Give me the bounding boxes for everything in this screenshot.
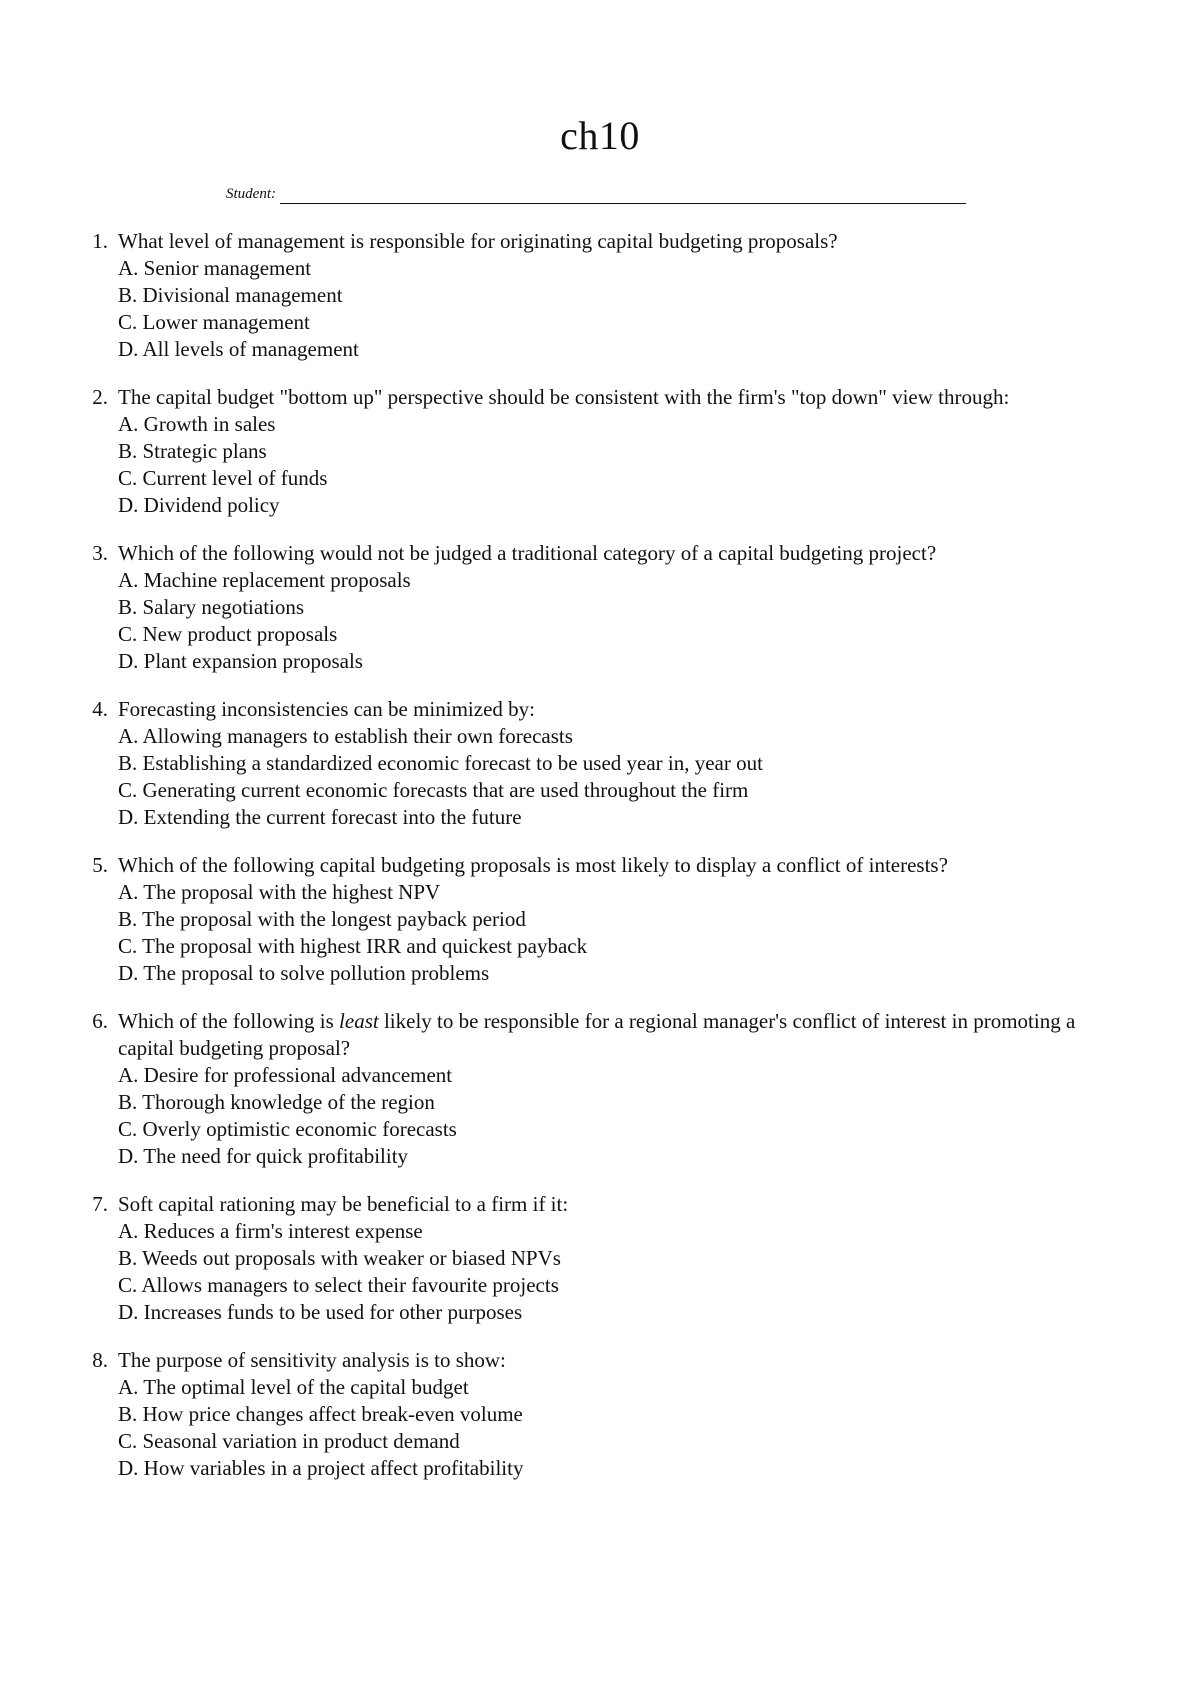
question-text: Soft capital rationing may be beneficial to a firm if it: <box>118 1192 569 1216</box>
option-c: C. The proposal with highest IRR and quickest payback <box>118 934 588 958</box>
option-c: C. Allows managers to select their favourite projects <box>118 1273 559 1297</box>
question-number: 2. <box>92 385 108 409</box>
option-b: B. Salary negotiations <box>118 595 305 619</box>
question-text: The purpose of sensitivity analysis is to show: <box>118 1348 506 1372</box>
question-text: Forecasting inconsistencies can be minimized by: <box>118 697 535 721</box>
question-body <box>118 696 1124 831</box>
document-title: ch10 <box>560 113 640 158</box>
question-number: 3. <box>92 541 108 565</box>
question-body <box>118 852 1124 987</box>
question-text: Which of the following would not be judged a traditional category of a capital budgeting project? <box>118 541 937 565</box>
option-a: A. Growth in sales <box>118 412 276 436</box>
option-list <box>118 567 1124 675</box>
option-d: D. The proposal to solve pollution problems <box>118 961 490 985</box>
question-body <box>118 228 1124 363</box>
question-body <box>118 1347 1124 1482</box>
question-text <box>118 1008 1124 1062</box>
option-a: A. Reduces a firm's interest expense <box>118 1219 423 1243</box>
question-4 <box>64 696 1124 831</box>
option-b: B. Thorough knowledge of the region <box>118 1090 435 1114</box>
option-list <box>118 1062 1124 1170</box>
option-a: A. Allowing managers to establish their own forecasts <box>118 724 573 748</box>
question-number: 5. <box>92 853 108 877</box>
question-number: 6. <box>92 1009 108 1033</box>
question-3 <box>64 540 1124 675</box>
question-body <box>118 540 1124 675</box>
student-label: Student: <box>226 186 276 202</box>
option-b: B. Weeds out proposals with weaker or biased NPVs <box>118 1246 561 1270</box>
option-b: B. Divisional management <box>118 283 343 307</box>
question-number: 4. <box>92 697 108 721</box>
question-number: 1. <box>92 229 108 253</box>
question-body <box>118 1008 1124 1170</box>
option-d: D. Plant expansion proposals <box>118 649 363 673</box>
option-d: D. All levels of management <box>118 337 359 361</box>
option-list <box>118 1374 1124 1482</box>
question-text-end: likely to be responsible for a regional manager's conflict of interest in promoting a capital budgeting proposal? <box>118 1009 1076 1060</box>
question-2 <box>64 384 1124 519</box>
option-d: D. How variables in a project affect profitability <box>118 1456 524 1480</box>
question-list <box>64 228 1124 1503</box>
question-text: What level of management is responsible for originating capital budgeting proposals? <box>118 229 838 253</box>
question-text-start: Which of the following is <box>118 1009 340 1033</box>
option-list <box>118 255 1124 363</box>
option-c: C. New product proposals <box>118 622 338 646</box>
question-7 <box>64 1191 1124 1326</box>
option-list <box>118 1218 1124 1326</box>
question-6 <box>64 1008 1124 1170</box>
question-number: 8. <box>92 1348 108 1372</box>
option-b: B. How price changes affect break-even volume <box>118 1402 523 1426</box>
question-number: 7. <box>92 1192 108 1216</box>
option-c: C. Lower management <box>118 310 310 334</box>
option-a: A. Machine replacement proposals <box>118 568 411 592</box>
option-a: A. The optimal level of the capital budget <box>118 1375 469 1399</box>
option-d: D. Dividend policy <box>118 493 280 517</box>
option-d: D. The need for quick profitability <box>118 1144 409 1168</box>
option-b: B. Establishing a standardized economic forecast to be used year in, year out <box>118 751 763 775</box>
option-c: C. Generating current economic forecasts that are used throughout the firm <box>118 778 749 802</box>
option-a: A. Senior management <box>118 256 312 280</box>
question-text: The capital budget "bottom up" perspective should be consistent with the firm's "top down" view through: <box>118 385 1010 409</box>
question-body <box>118 384 1124 519</box>
question-5 <box>64 852 1124 987</box>
question-body <box>118 1191 1124 1326</box>
option-d: D. Increases funds to be used for other purposes <box>118 1300 523 1324</box>
student-name-line[interactable] <box>280 189 966 204</box>
question-8 <box>64 1347 1124 1482</box>
student-field <box>226 184 966 204</box>
option-b: B. The proposal with the longest payback period <box>118 907 526 931</box>
option-d: D. Extending the current forecast into the future <box>118 805 522 829</box>
option-list <box>118 411 1124 519</box>
option-b: B. Strategic plans <box>118 439 267 463</box>
option-list <box>118 723 1124 831</box>
option-c: C. Current level of funds <box>118 466 328 490</box>
option-a: A. The proposal with the highest NPV <box>118 880 441 904</box>
question-text: Which of the following capital budgeting proposals is most likely to display a conflict of interests? <box>118 853 948 877</box>
option-list <box>118 879 1124 987</box>
question-1 <box>64 228 1124 363</box>
option-c: C. Overly optimistic economic forecasts <box>118 1117 457 1141</box>
option-a: A. Desire for professional advancement <box>118 1063 453 1087</box>
option-c: C. Seasonal variation in product demand <box>118 1429 460 1453</box>
question-text-emphasis: least <box>339 1009 379 1033</box>
